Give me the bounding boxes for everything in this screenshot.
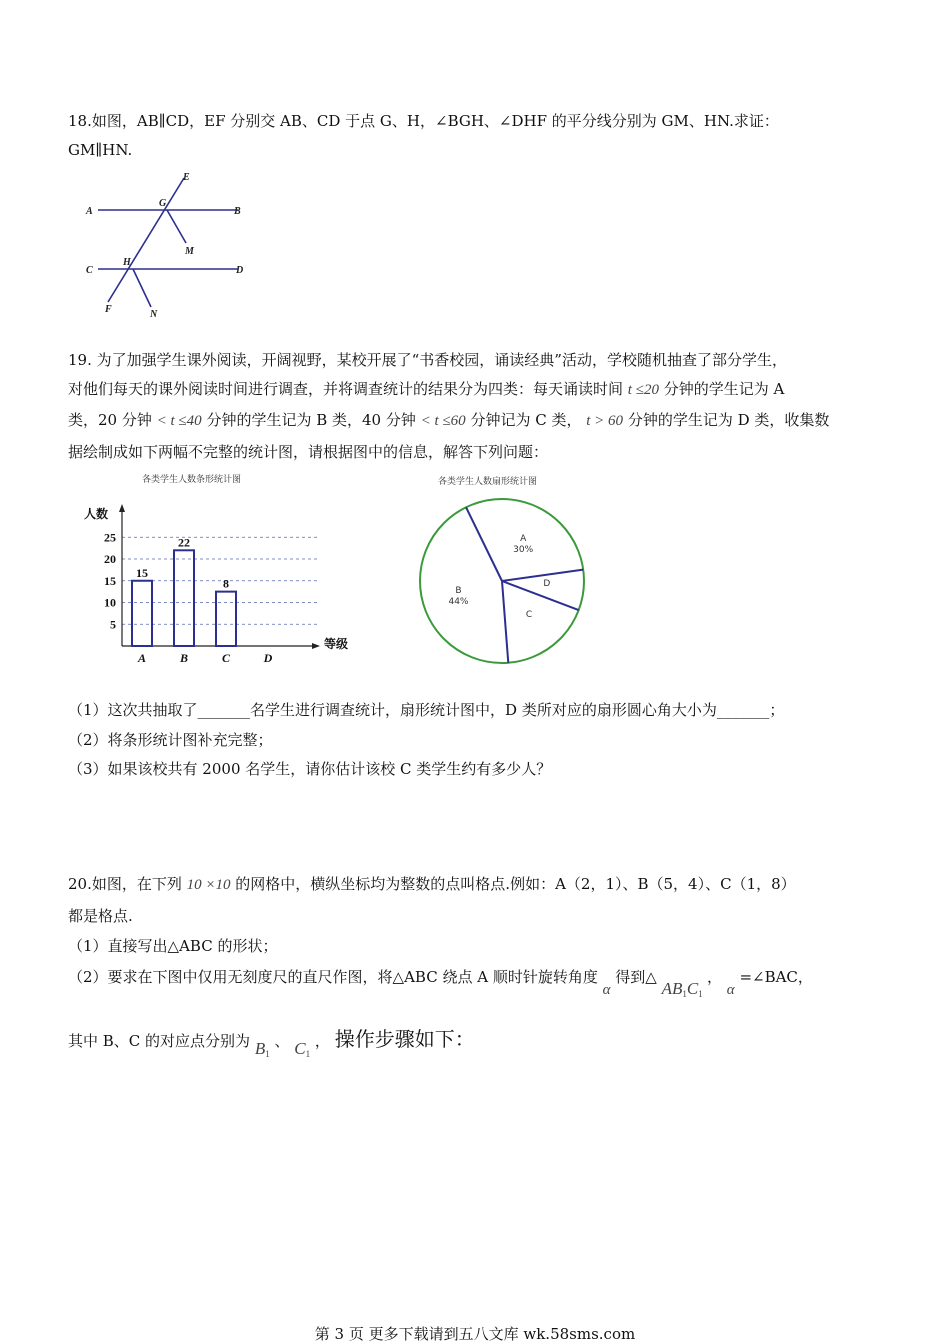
q20-line1	[68, 873, 796, 894]
q20-line4c: 操作步骤如下：	[334, 1027, 475, 1051]
q19-line1: 19. 为了加强学生课外阅读，开阔视野，某校开展了“书香校园，诵读经典”活动，学校随机抽查了部分学生，	[68, 351, 787, 369]
q19-line3d: 分钟的学生记为 D 类，收集数	[627, 411, 830, 429]
pt-c: C	[294, 1039, 306, 1058]
q19-line2	[68, 378, 784, 399]
bar-chart-xtick: C	[221, 651, 231, 665]
ray-hn	[133, 269, 151, 307]
q18-figure	[78, 168, 268, 323]
q19-line3a: 类，20 分钟	[68, 411, 152, 429]
page-footer: 第 3 页 更多下载请到五八文库 wk.58sms.com	[314, 1325, 636, 1343]
pie-radius-b	[502, 581, 508, 663]
pt-c-sub: 1	[305, 1049, 311, 1059]
cond-d: t > 60	[586, 413, 624, 429]
tri-sub-1: 1	[682, 989, 687, 999]
bar-a	[132, 581, 152, 646]
alpha-1: α	[602, 982, 611, 998]
q19-line3c: 分钟记为 C 类，	[470, 411, 582, 429]
bar-chart-ytick: 5	[110, 617, 116, 632]
label-h: H	[123, 257, 131, 268]
q20-line2: 都是格点.	[68, 907, 133, 925]
tri-sub-2: 1	[698, 989, 703, 999]
bar-chart-xlabel: 等级	[324, 637, 349, 651]
pie-slice-label-b: B	[455, 585, 462, 596]
q19-line3b: 分钟的学生记为 B 类，40 分钟	[206, 411, 416, 429]
point-c1	[294, 1039, 310, 1058]
ray-gm	[167, 210, 186, 243]
q19-line3	[68, 409, 829, 430]
pie-chart-title: 各类学生人数扇形统计图	[438, 477, 538, 487]
bar-chart-ytick: 15	[104, 573, 116, 588]
bar-label-b: 22	[178, 535, 190, 550]
q20-sub2c: ，	[706, 968, 722, 986]
q20-line4b: ，	[314, 1032, 330, 1050]
pie-radius-a	[466, 507, 502, 581]
bar-label-c: 8	[223, 576, 229, 591]
label-d: D	[236, 265, 244, 276]
q18-line2: GM∥HN.	[68, 141, 133, 159]
bar-chart	[80, 468, 370, 673]
q20-line4	[68, 1023, 475, 1059]
tri-c: C	[686, 979, 699, 998]
q18-line1: 18.如图，AB∥CD，EF 分别交 AB、CD 于点 G、H，∠BGH、∠DHF 的平分线分别为 GM、HN.求证：	[68, 112, 779, 130]
label-m: M	[185, 246, 194, 257]
pie-slice-label-a: A	[520, 534, 527, 545]
pie-slice-label-c: C	[525, 610, 533, 621]
bar-chart-ylabel: 人数	[84, 507, 109, 521]
q20-sub2a: （2）要求在下图中仅用无刻度尺的直尺作图，将△ABC 绕点 A 顺时针旋转角度	[68, 968, 598, 986]
bar-chart-ytick: 25	[104, 530, 116, 545]
label-c: C	[86, 265, 93, 276]
label-n: N	[150, 309, 158, 320]
label-b: B	[234, 206, 241, 217]
grid-size: 10 ×10	[186, 877, 231, 893]
pt-b: B	[254, 1039, 266, 1058]
triangle-ab1c1	[662, 979, 707, 998]
q19-sub3: （3）如果该校共有 2000 名学生，请你估计该校 C 类学生约有多少人？	[68, 760, 552, 778]
bar-chart-title: 各类学生人数条形统计图	[142, 475, 242, 485]
tri-ab: AB	[661, 979, 683, 998]
bar-chart-ytick: 10	[104, 595, 116, 610]
q20-sub2b: 得到△	[615, 968, 657, 986]
label-e: E	[183, 172, 190, 183]
q20-line1a: 20.如图，在下列	[68, 875, 182, 893]
pt-b-sub: 1	[265, 1049, 270, 1059]
q19-sub2: （2）将条形统计图补充完整；	[68, 731, 273, 749]
alpha-2: α	[726, 982, 735, 998]
cond-c: < t ≤60	[420, 413, 466, 429]
q19-sub1: （1）这次共抽取了_______名学生进行调查统计，扇形统计图中，D 类所对应的扇形圆心角大小为_______；	[68, 701, 785, 719]
sep: 、	[274, 1032, 290, 1050]
bar-chart-y-arrow	[119, 504, 125, 512]
pie-radius-c	[502, 581, 579, 610]
cond-a: t ≤20	[627, 382, 659, 398]
cond-b: < t ≤40	[156, 413, 202, 429]
q19-line2a: 对他们每天的课外阅读时间进行调查，并将调查统计的结果分为四类：每天诵读时间	[68, 380, 624, 398]
label-g: G	[159, 198, 167, 209]
q20-sub2	[68, 966, 813, 999]
bar-chart-ytick: 20	[104, 552, 116, 566]
bar-b	[174, 550, 194, 646]
pie-slice-percent-b: 44%	[448, 596, 469, 607]
bar-chart-xtick: A	[137, 651, 147, 665]
bar-chart-x-arrow	[312, 643, 320, 649]
point-b1	[255, 1039, 270, 1058]
label-a: A	[86, 206, 93, 217]
bar-label-a: 15	[136, 565, 148, 580]
q20-sub2d: =∠BAC，	[739, 968, 813, 986]
pie-slice-label-d: D	[543, 579, 551, 590]
line-ef	[108, 178, 184, 302]
q20-line1b: 的网格中，横纵坐标均为整数的点叫格点.例如：A（2，1）、B（5，4）、C（1，8）	[235, 875, 796, 893]
pie-slice-percent-a: 30%	[513, 545, 534, 556]
bar-c	[216, 592, 236, 646]
label-f: F	[105, 304, 112, 315]
pie-chart	[410, 468, 600, 673]
q19-line4: 据绘制成如下两幅不完整的统计图，请根据图中的信息，解答下列问题：	[68, 443, 549, 461]
bar-chart-xtick: B	[179, 651, 189, 665]
bar-chart-xtick: D	[263, 651, 273, 665]
q19-line2b: 分钟的学生记为 A	[663, 380, 785, 398]
q20-sub1: （1）直接写出△ABC 的形状；	[68, 937, 278, 955]
q20-line4a: 其中 B、C 的对应点分别为	[68, 1032, 251, 1050]
